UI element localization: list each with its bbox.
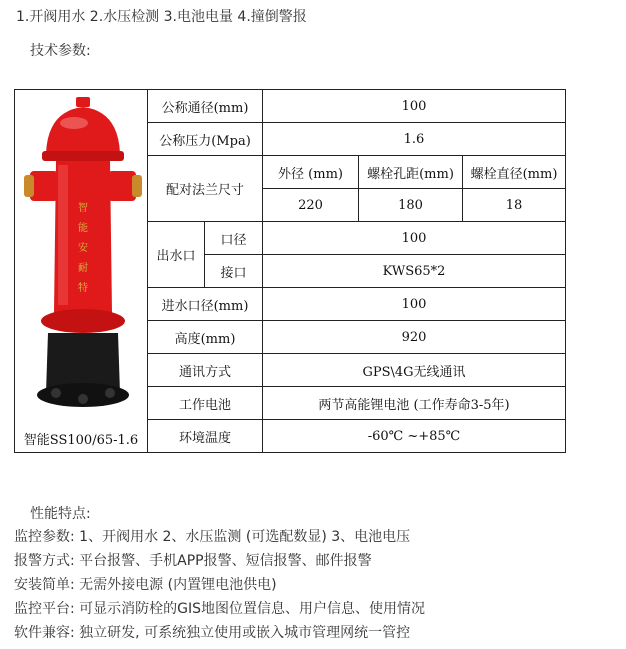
battery-value: 两节高能锂电池 (工作寿命3-5年) — [263, 387, 566, 420]
flange-header-outer: 外径 (mm) — [263, 156, 359, 189]
outlet-label: 出水口 — [148, 222, 205, 288]
performance-item-install: 安装简单: 无需外接电源 (内置锂电池供电) — [14, 577, 277, 593]
svg-text:耐: 耐 — [77, 263, 88, 274]
battery-label: 工作电池 — [148, 387, 263, 420]
tech-params-label: 技术参数: — [30, 43, 91, 59]
svg-text:安: 安 — [77, 243, 88, 254]
outlet-interface-value: KWS65*2 — [263, 255, 566, 288]
nominal-diameter-label: 公称通径(mm) — [148, 90, 263, 123]
product-image-cell — [15, 90, 148, 453]
product-caption: 智能SS100/65-1.6 — [23, 433, 139, 448]
flange-header-bolt: 螺栓直径(mm) — [463, 156, 566, 189]
temp-label: 环境温度 — [148, 420, 263, 453]
spec-table — [14, 89, 566, 453]
temp-value: -60℃ ~+85℃ — [263, 420, 566, 453]
comm-value: GPS\4G无线通讯 — [263, 354, 566, 387]
performance-item-alarm: 报警方式: 平台报警、手机APP报警、短信报警、邮件报警 — [14, 553, 372, 569]
nominal-diameter-value: 100 — [263, 90, 566, 123]
flange-value-pitch: 180 — [359, 189, 463, 222]
inlet-value: 100 — [263, 288, 566, 321]
features-line: 1.开阀用水 2.水压检测 3.电池电量 4.撞倒警报 — [16, 9, 307, 25]
performance-item-software: 软件兼容: 独立研发, 可系统独立使用或嵌入城市管理网统一管控 — [14, 625, 411, 641]
height-label: 高度(mm) — [148, 321, 263, 354]
nominal-pressure-value: 1.6 — [263, 123, 566, 156]
outlet-interface-label: 接口 — [205, 255, 263, 288]
fire-hydrant-image — [16, 93, 147, 423]
svg-text:能: 能 — [77, 223, 88, 234]
flange-value-bolt: 18 — [463, 189, 566, 222]
comm-label: 通讯方式 — [148, 354, 263, 387]
inlet-label: 进水口径(mm) — [148, 288, 263, 321]
flange-label: 配对法兰尺寸 — [148, 156, 263, 222]
flange-value-outer: 220 — [263, 189, 359, 222]
performance-item-monitor: 监控参数: 1、开阀用水 2、水压监测 (可选配数显) 3、电池电压 — [14, 529, 411, 545]
performance-item-platform: 监控平台: 可显示消防栓的GIS地图位置信息、用户信息、使用情况 — [14, 601, 426, 617]
outlet-diameter-label: 口径 — [205, 222, 263, 255]
nominal-pressure-label: 公称压力(Mpa) — [148, 123, 263, 156]
outlet-diameter-value: 100 — [263, 222, 566, 255]
height-value: 920 — [263, 321, 566, 354]
svg-text:智: 智 — [77, 203, 88, 214]
performance-title: 性能特点: — [30, 506, 91, 522]
flange-header-pitch: 螺栓孔距(mm) — [359, 156, 463, 189]
svg-text:特: 特 — [77, 283, 88, 294]
